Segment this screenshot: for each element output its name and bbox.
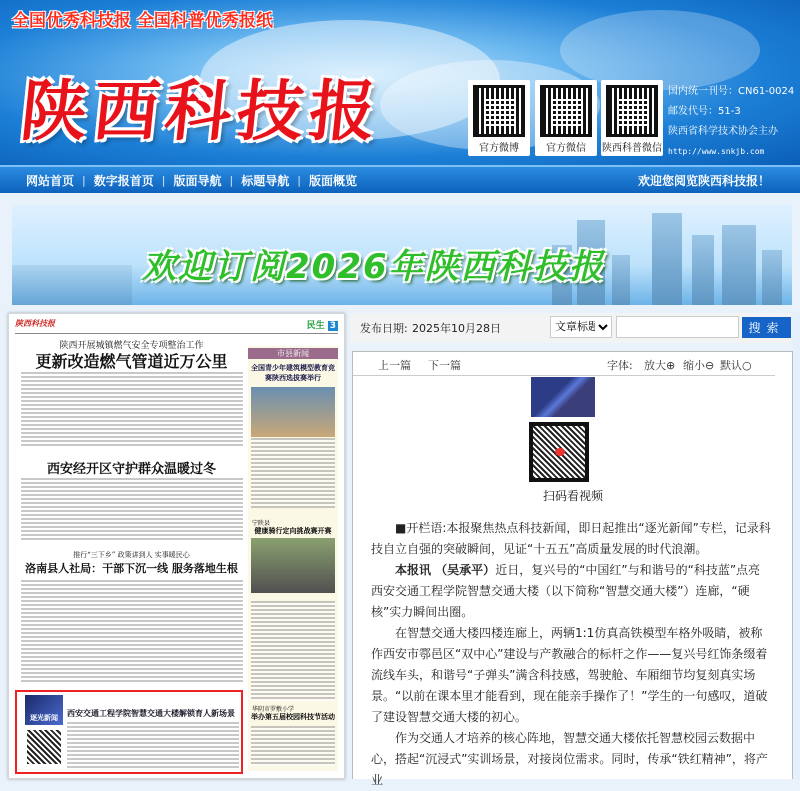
search-field-select[interactable] xyxy=(550,316,612,338)
paper-headline[interactable]: 西安经开区守护群众温暖过冬 xyxy=(46,462,216,477)
scan-caption: 扫码看视频 xyxy=(542,489,603,503)
article-body xyxy=(371,518,771,791)
welcome-text: 欢迎您阅览陕西科技报！ xyxy=(637,173,770,188)
paper-section: 民生 xyxy=(306,321,325,331)
slogan: 全国优秀科技报 全国科普优秀报纸 xyxy=(12,11,273,31)
paper-headline[interactable]: 更新改造燃气管道近万公里 xyxy=(35,352,228,371)
nav-page-overview[interactable]: 版面概览 xyxy=(308,173,357,188)
font-zoom-in[interactable]: 放大⊕ xyxy=(644,359,676,372)
nav-home[interactable]: 网站首页 xyxy=(26,173,75,188)
font-label: 字体: xyxy=(607,359,633,372)
paper-masthead: 陕西科技报 xyxy=(15,319,55,328)
qr-science-wechat: 陕西科普微信 xyxy=(601,80,663,156)
paper-headline[interactable]: 全国青少年建筑模型教育竞赛陕西选拔赛举行 xyxy=(251,364,335,382)
font-zoom-out[interactable]: 缩小⊖ xyxy=(683,359,715,372)
next-article-link[interactable]: 下一篇 xyxy=(428,359,461,372)
nav-digital-home[interactable]: 数字报首页 xyxy=(93,173,154,188)
qr-code-icon xyxy=(606,85,658,137)
article-paragraph: 在智慧交通大楼四楼连廊上，两辆1:1仿真高铁模型车格外吸睛，被称作西安市鄠邑区“双中心”建设与产教融合的标杆之作——复兴号红饰条缀着流线车头，和谐号“子弹头”满含科技感，驾驶舱、车厢细节均复刻真实场景。“以前在课本里才能看到，现在能亲手操作了！”学生的一句感叹，道破了建设智慧交通大楼的初心。 xyxy=(371,626,768,724)
subscribe-banner[interactable] xyxy=(12,205,792,305)
qr-code-icon xyxy=(540,85,592,137)
main-nav: 网站首页 | 数字报首页 | 版面导航 | 标题导航 | 版面概览 欢迎您阅览陕西科技报！ xyxy=(0,165,800,193)
prev-article-link[interactable]: 上一篇 xyxy=(378,359,411,372)
article-panel xyxy=(352,351,793,787)
video-thumbnail[interactable] xyxy=(531,377,595,417)
qr-code-icon xyxy=(529,422,589,482)
plus-circle-icon: ⊕ xyxy=(666,359,676,372)
banner-title: 欢迎订阅2026年陕西科技报 xyxy=(142,247,605,287)
paper-headline[interactable]: 健康骑行定向挑战赛开赛 xyxy=(254,527,332,535)
site-logo[interactable]: 陕西科技报 xyxy=(17,72,386,150)
publication-info: 国内统一刊号：CN61-0024 邮发代号：51-3 陕西省科学技术协会主办 http://www.snkjb.com xyxy=(668,86,795,156)
site-header xyxy=(0,0,800,165)
paper-sidebar: 市县新闻 全国青少年建筑模型教育竞赛陕西选拔赛举行 宁陕县 健康骑行定向挑战赛开赛 华阴市罗敷小学 举办第五届校园科技节活动 xyxy=(248,346,338,771)
qr-wechat: 官方微信 xyxy=(535,80,597,156)
paper-page-number: 3 xyxy=(329,321,336,331)
minus-circle-icon: ⊖ xyxy=(705,359,715,372)
date-label: 发布日期: xyxy=(360,322,408,335)
search-button[interactable]: 搜索 xyxy=(742,317,791,338)
column-badge: 逐光新闻 xyxy=(25,695,63,725)
photo xyxy=(251,538,335,593)
publish-date: 2025年10月28日 xyxy=(412,322,501,335)
search-bar xyxy=(350,313,791,343)
paper-headline[interactable]: 举办第五届校园科技节活动 xyxy=(251,713,335,721)
qr-weibo: 官方微博 xyxy=(468,80,530,156)
qr-code-icon xyxy=(27,730,61,764)
nav-page-nav[interactable]: 版面导航 xyxy=(173,173,222,188)
paper-headline[interactable]: 西安交通工程学院智慧交通大楼解锁育人新场景 xyxy=(67,709,235,718)
article-paragraph: 本报讯 （吴承平）近日，复兴号的“中国红”与和谐号的“科技蓝”点亮西安交通工程学院智慧交通大楼（以下简称“智慧交通大楼”）连廊，“硬核”实力瞬间出圈。 xyxy=(371,563,761,619)
scrollbar[interactable] xyxy=(793,313,800,779)
highlighted-article-area[interactable] xyxy=(15,690,243,774)
search-input[interactable] xyxy=(616,316,739,338)
photo xyxy=(251,387,335,437)
qr-code-icon xyxy=(473,85,525,137)
newspaper-page-thumbnail[interactable]: 陕西科技报 民生 3 陕西开展城镇燃气安全专项整治工作 更新改造燃气管道近万公里 西安经开区守护群众温暖过冬 推行“三下乡” 政策讲到人 实事暖民心 洛南县人社局：干部下沉一线 服务落地生根 市县新闻 全国青少年建筑模型教育竞赛陕西选拔赛举行 宁陕县 健康骑行定向挑战赛开赛 华阴市罗敷小学 举办第五届校园科技节活动 逐光新闻 西安交通工程学院智慧交通大楼解锁育人新场景 xyxy=(8,313,345,779)
font-default[interactable]: 默认○ xyxy=(720,359,752,372)
article-intro: ■开栏语:本报聚焦热点科技新闻，即日起推出“逐光新闻”专栏，记录科技自立自强的突破瞬间，见证“十五五”高质量发展的时代浪潮。 xyxy=(371,521,771,556)
nav-title-nav[interactable]: 标题导航 xyxy=(241,173,290,188)
article-paragraph: 作为交通人才培养的核心阵地，智慧交通大楼依托智慧校园云数据中心，搭起“沉浸式”实训场景，对接岗位需求。同时，传承“铁红精神”，将产业 xyxy=(371,731,768,787)
paper-headline[interactable]: 洛南县人社局：干部下沉一线 服务落地生根 xyxy=(25,562,238,575)
article-toolbar xyxy=(353,352,775,376)
circle-icon: ○ xyxy=(742,359,752,372)
byline: 本报讯 （吴承平） xyxy=(395,563,496,577)
